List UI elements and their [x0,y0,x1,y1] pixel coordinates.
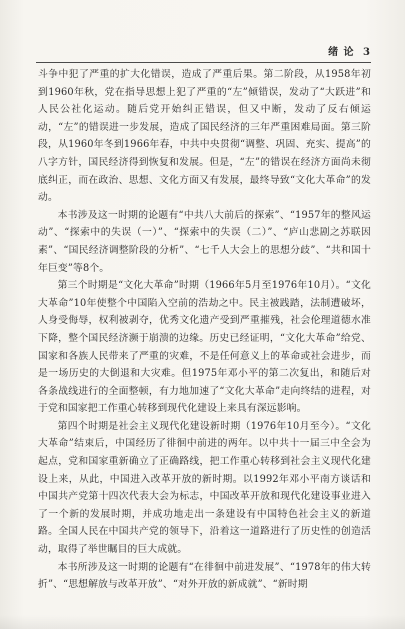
page-number: 3 [363,47,371,58]
paragraph: 本书所涉及这一时期的论题有“在徘徊中前进发展”、“1978年的伟大转折”、“思想解放与改革开放”、“对外开放的新成就”、“新时期 [38,561,371,591]
page-bottom-shadow [0,615,405,629]
paragraph: 斗争中犯了严重的扩大化错误，造成了严重后果。第二阶段，从1958年初到1960年秋，党在指导思想上犯了严重的“左”倾错误，发动了“大跃进”和人民公社化运动。随后党开始纠正错误，但又中断，发动了反右倾运动，“左”的错误进一步发展，造成了国民经济的三年严重困难局面。第三阶段，从1960年冬到1966年春，中共中央贯彻“调整、巩固、充实、提高”的八字方针，国民经济得到恢复和发展。但是，“左”的错误在经济方面尚未彻底纠正，而在政治、思想、文化方面又有发展，最终导致“文化大革命”的发动。 [38,69,371,204]
paragraph: 第四个时期是社会主义现代化建设新时期（1976年10月至今）。“文化大革命”结束后，中国经历了徘徊中前进的两年。以中共十一届三中全会为起点，党和国家重新确立了正确路线，把工作重心转移到社会主义现代化建设上来，从此，中国进入改革开放的新时期。以1992年邓小平南方谈话和中国共产党第十四次代表大会为标志，中国改革开放和现代化建设事业进入了一个新的发展时期，并成功地走出一条建设有中国特色社会主义的新道路。全国人民在中国共产党的领导下，沿着这一道路进行了历史性的创造活动，取得了举世瞩目的巨大成就。 [38,420,371,556]
section-title: 绪 论 [328,47,355,58]
paragraph: 本书涉及这一时期的论题有“中共八大前后的探索”、“1957年的整风运动”、“探索中的失误（一）”、“探索中的失误（二）”、“庐山悲剧之苏联因素”、“国民经济调整阶段的分析”、“七千人大会上的思想分歧”、“共和国十年巨变”等8个。 [38,209,371,274]
paragraph: 第三个时期是“文化大革命”时期（1966年5月至1976年10月）。“文化大革命”10年使整个中国陷入空前的浩劫之中。民主被践踏，法制遭破坏，人身受侮辱，权利被剥夺，优秀文化遗产受到严重摧残，社会伦理道德水准下降，整个国民经济濒于崩溃的边缘。历史已经证明，“文化大革命”给党、国家和各族人民带来了严重的灾难，不是任何意义上的革命或社会进步，而是一场历史的大倒退和大灾难。但1975年邓小平的第二次复出，和随后对各条战线进行的全面整顿，有力地加速了“文化大革命”走向终结的进程，对于党和国家把工作重心转移到现代化建设上来具有深远影响。 [38,280,371,415]
running-header [36,46,371,63]
body-text [38,66,371,594]
header-right [324,46,371,60]
